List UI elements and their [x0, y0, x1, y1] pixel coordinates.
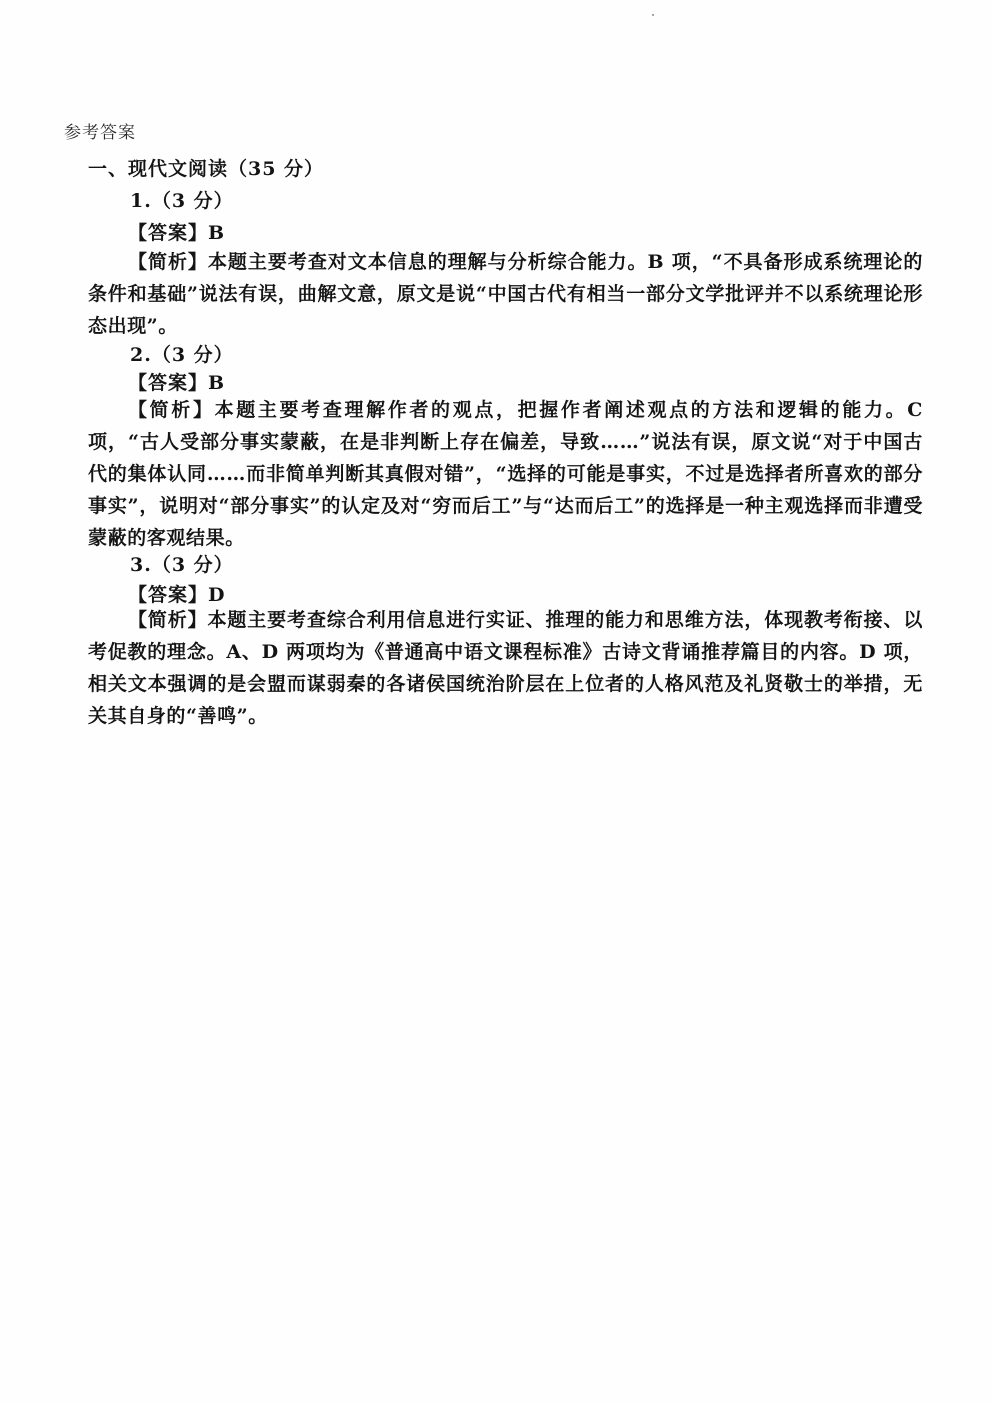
- analysis-text: 本题主要考查综合利用信息进行实证、推理的能力和思维方法，体现教考衔接、以考促教的理念。A、D 两项均为《普通高中语文课程标准》古诗文背诵推荐篇目的内容。D 项，相关文本强调的是会盟而谋弱秦的各诸侯国统治阶层在上位者的人格风范及礼贤敬士的举措，无关其自身的“善鸣”。: [88, 609, 923, 727]
- question-3-heading: 3.（3 分）: [130, 554, 234, 576]
- question-1-answer: 【答案】B: [128, 222, 226, 244]
- analysis-text: 本题主要考查理解作者的观点，把握作者阐述观点的方法和逻辑的能力。C 项，“古人受部分事实蒙蔽，在是非判断上存在偏差，导致……”说法有误，原文说“对于中国古代的集体认同……而非简单判断其真假对错”，“选择的可能是事实，不过是选择者所喜欢的部分事实”，说明对“部分事实”的认定及对“穷而后工”与“达而后工”的选择是一种主观选择而非遭受蒙蔽的客观结果。: [88, 399, 923, 549]
- analysis-tag: 【简析】: [128, 609, 208, 631]
- question-2-analysis: [88, 394, 923, 554]
- scan-speck: [652, 14, 654, 16]
- question-2-heading: 2.（3 分）: [130, 344, 234, 366]
- question-1-heading: 1.（3 分）: [130, 190, 234, 212]
- section-heading: 一、现代文阅读（35 分）: [88, 158, 325, 180]
- question-2-answer: 【答案】B: [128, 372, 226, 394]
- analysis-text: 本题主要考查对文本信息的理解与分析综合能力。B 项，“不具备形成系统理论的条件和基础”说法有误，曲解文意，原文是说“中国古代有相当一部分文学批评并不以系统理论形态出现”。: [88, 251, 923, 337]
- analysis-tag: 【简析】: [128, 399, 215, 421]
- question-3-answer: 【答案】D: [128, 584, 226, 606]
- analysis-tag: 【简析】: [128, 251, 208, 273]
- question-3-analysis: [88, 604, 923, 732]
- page-title: 参考答案: [64, 123, 136, 143]
- question-1-analysis: [88, 246, 923, 342]
